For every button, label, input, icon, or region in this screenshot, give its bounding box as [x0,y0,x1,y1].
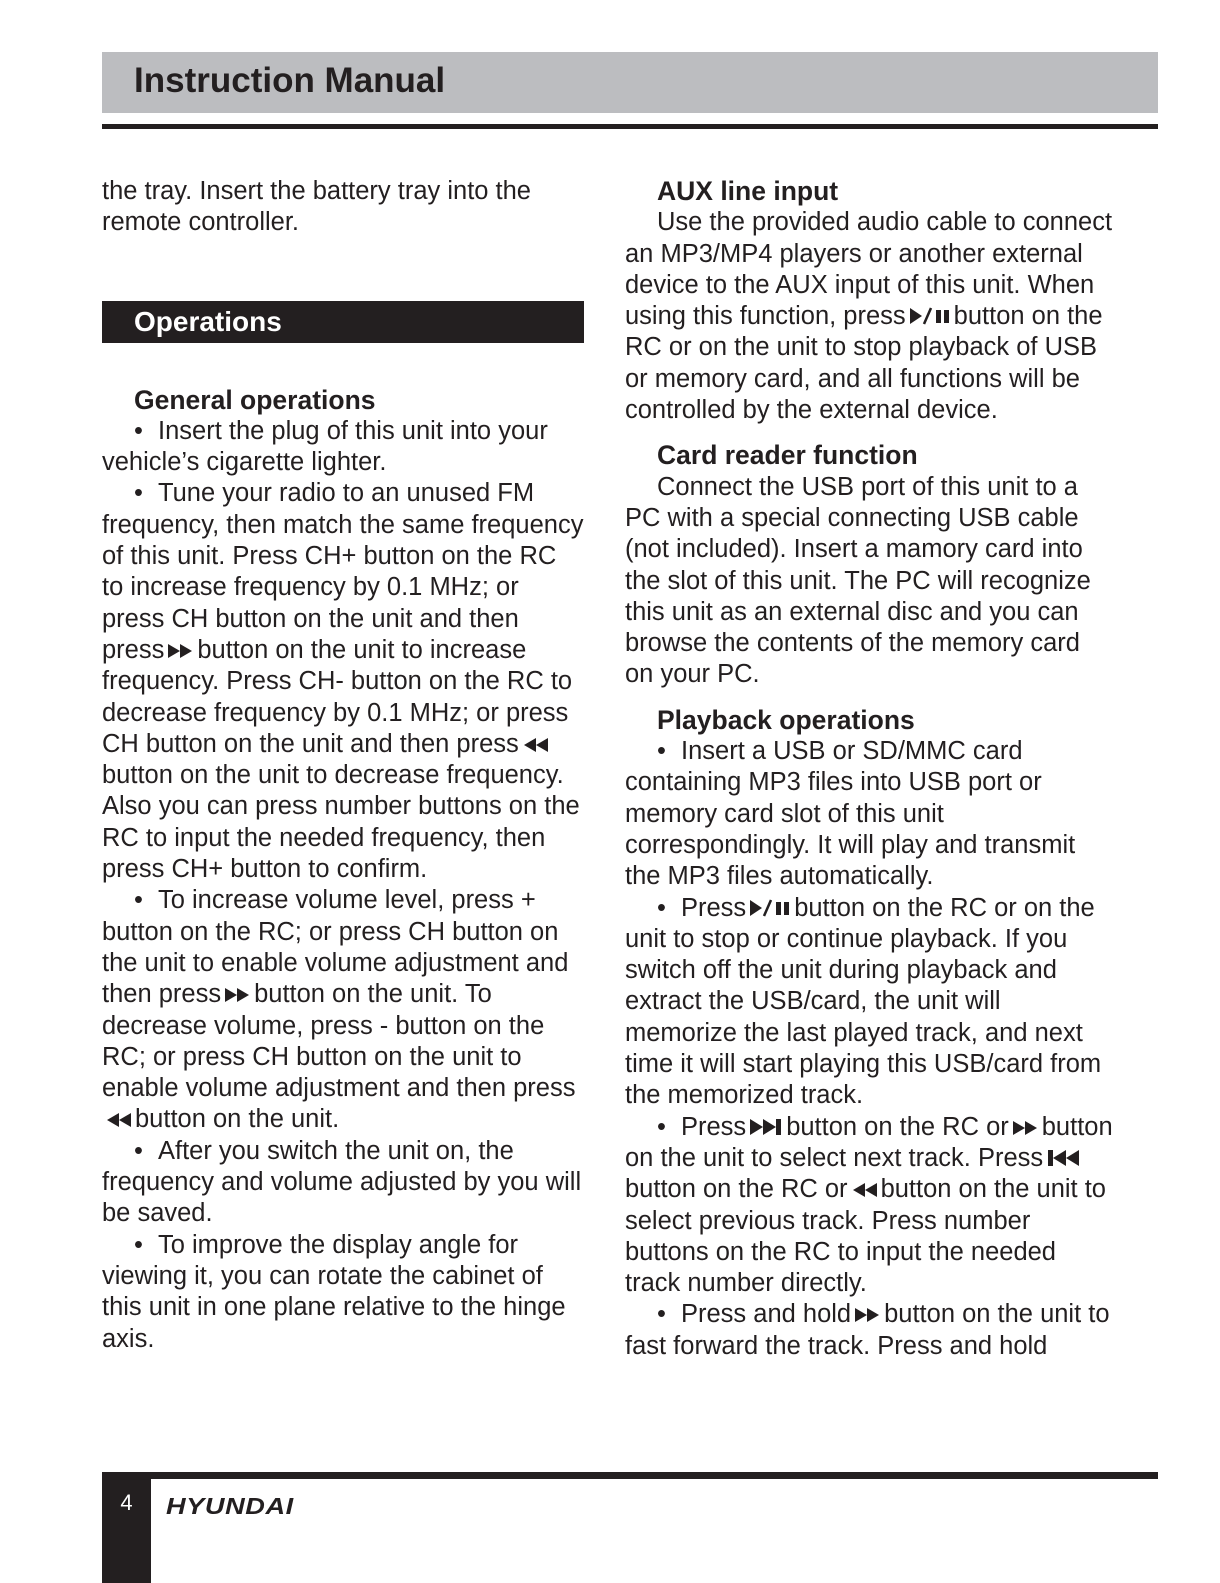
bullet-volume-text-c: button on the unit. [135,1105,340,1134]
rewind-icon [851,1181,878,1199]
aux-text-b: button on the RC or on the unit to stop playback of USB or memory card, and all functions will be controlled by the external device. [625,302,1103,425]
left-column [102,176,584,1355]
heading-playback-operations: Playback operations [657,704,915,735]
bullet-ff-text-b: button on the unit to fast forward the track. Press and hold [625,1300,1110,1360]
rewind-icon [522,736,549,754]
bullet-display-text: To improve the display angle for viewing it, you can rotate the cabinet of this unit in one plane relative to the hinge axis. [102,1230,566,1353]
intro-paragraph: the tray. Insert the battery tray into the remote controller. [102,177,531,237]
rewind-icon [105,1111,132,1129]
hyundai-logo: HYUNDAI [166,1493,294,1519]
bullet-plug: • Insert the plug of this unit into your vehicle’s cigarette lighter. [102,416,548,477]
aux-paragraph [625,207,1115,426]
aux-text-a: Use the provided audio cable to connect an MP3/MP4 players or another external device to the AUX input of this unit. When using this function, press [625,208,1113,331]
bullet-insert-usb-text: Insert a USB or SD/MMC card containing MP3 files into USB port or memory card slot of this unit correspondingly. It will play and transmit the MP3 files automatically. [625,737,1076,891]
bullet-insert-usb: • Insert a USB or SD/MMC card containing MP3 files into USB port or memory card slot of this unit correspondingly. It will play and transmit the MP3 files automatically. [625,737,1076,891]
bullet-display-angle: • To improve the display angle for viewing it, you can rotate the cabinet of this unit in one plane relative to the hinge axis. [102,1230,566,1353]
bullet-volume-text-b: button on the unit. To decrease volume, press - button on the RC; or press CH button on the unit to enable volume adjustment and then press [102,980,576,1103]
bullet-play-pause: • Press button on the RC or on the unit to stop or continue playback. If you switch off the unit during playback and extract the USB/card, the unit will memorize the last played track, and next time it will start playing this USB/card from the memorized track. [625,893,1102,1110]
bullet-track-text-b: button on the RC or [786,1112,1009,1141]
play-pause-icon [749,898,791,918]
heading-general-operations: General operations [134,384,376,415]
bullet-play-pause-text-b: button on the RC or on the unit to stop or continue playback. If you switch off the unit during playback and extract the USB/card, the unit will memorize the last played track, and next time it will start playing this USB/card from the memorized track. [625,893,1102,1110]
fast-forward-icon [167,642,194,660]
right-column [625,176,1115,1362]
bullet-tune-text-c: button on the unit to decrease frequency. Also you can press number buttons on the RC to input the needed frequency, then press CH+ button to confirm. [102,761,580,884]
bullet-track-text-c: button on the unit to select next track. Press [625,1112,1113,1172]
header-rule [102,124,1158,129]
page-header-title: Instruction Manual [134,61,446,100]
bullet-saved-text: After you switch the unit on, the frequency and volume adjusted by you will be saved. [102,1136,582,1228]
fast-forward-icon [1012,1119,1039,1137]
bullet-tune-radio: • Tune your radio to an unused FM frequency, then match the same frequency of this unit. Press CH+ button on the RC to increase frequency by 0.1 MHz; or press CH button on the unit and then press button on the unit to increase frequency. Press CH- button on the RC to decrease frequency by 0.1 MHz; or press CH button on the unit and then press button on the unit to decrease frequency. Also you can press number buttons on the RC to input the needed frequency, then press CH+ button to confirm. [102,479,584,884]
bullet-saved-settings: • After you switch the unit on, the frequency and volume adjusted by you will be saved. [102,1136,582,1228]
bullet-volume: • To increase volume level, press + button on the RC; or press CH button on the unit to enable volume adjustment and then press button on the unit. To decrease volume, press - button on the RC; or press CH button on the unit to enable volume adjustment and then press button on the unit. [102,886,576,1134]
heading-aux-line-input: AUX line input [657,176,839,206]
card-reader-paragraph: Connect the USB port of this unit to a PC with a special connecting USB cable (not included). Insert a mamory card into the slot of this unit. The PC will recognize this unit as an external disc and you can browse the contents of the memory card on your PC. [625,472,1091,689]
footer-rule [102,1472,1158,1479]
bullet-tune-text-a: Tune your radio to an unused FM frequency, then match the same frequency of this unit. Press CH+ button on the RC to increase frequency by 0.1 MHz; or press CH button on the unit and then press [102,479,584,664]
bullet-track-text-d: button on the RC or [625,1175,848,1204]
bullet-plug-text: Insert the plug of this unit into your vehicle’s cigarette lighter. [102,416,548,477]
next-track-icon [749,1117,783,1137]
bullet-track-select: • Press button on the RC or button on the unit to select next track. Press button on the RC or button on the unit to select previous track. Press number buttons on the RC to input the needed track number directly. [625,1112,1113,1298]
bullet-fast-forward: • Press and hold button on the unit to fast forward the track. Press and hold [625,1300,1110,1360]
page-number: 4 [120,1490,133,1515]
previous-track-icon [1046,1148,1080,1168]
fast-forward-icon [854,1306,881,1324]
play-pause-icon [909,306,951,326]
bullet-play-pause-text-a: Press [681,893,747,922]
fast-forward-icon [224,986,251,1004]
bullet-tune-text-b: button on the unit to increase frequency. Press CH- button on the RC to decrease frequency by 0.1 MHz; or press CH button on the unit and then press [102,635,573,758]
section-title-operations: Operations [102,301,584,343]
bullet-volume-text-a: To increase volume level, press + button on the RC; or press CH button on the unit to enable volume adjustment and then press [102,886,569,1009]
heading-card-reader-function: Card reader function [657,440,918,471]
bullet-track-text-e: button on the unit to select previous track. Press number buttons on the RC to input the needed track number directly. [625,1175,1106,1298]
bullet-ff-text-a: Press and hold [681,1300,852,1329]
bullet-track-text-a: Press [681,1112,747,1141]
